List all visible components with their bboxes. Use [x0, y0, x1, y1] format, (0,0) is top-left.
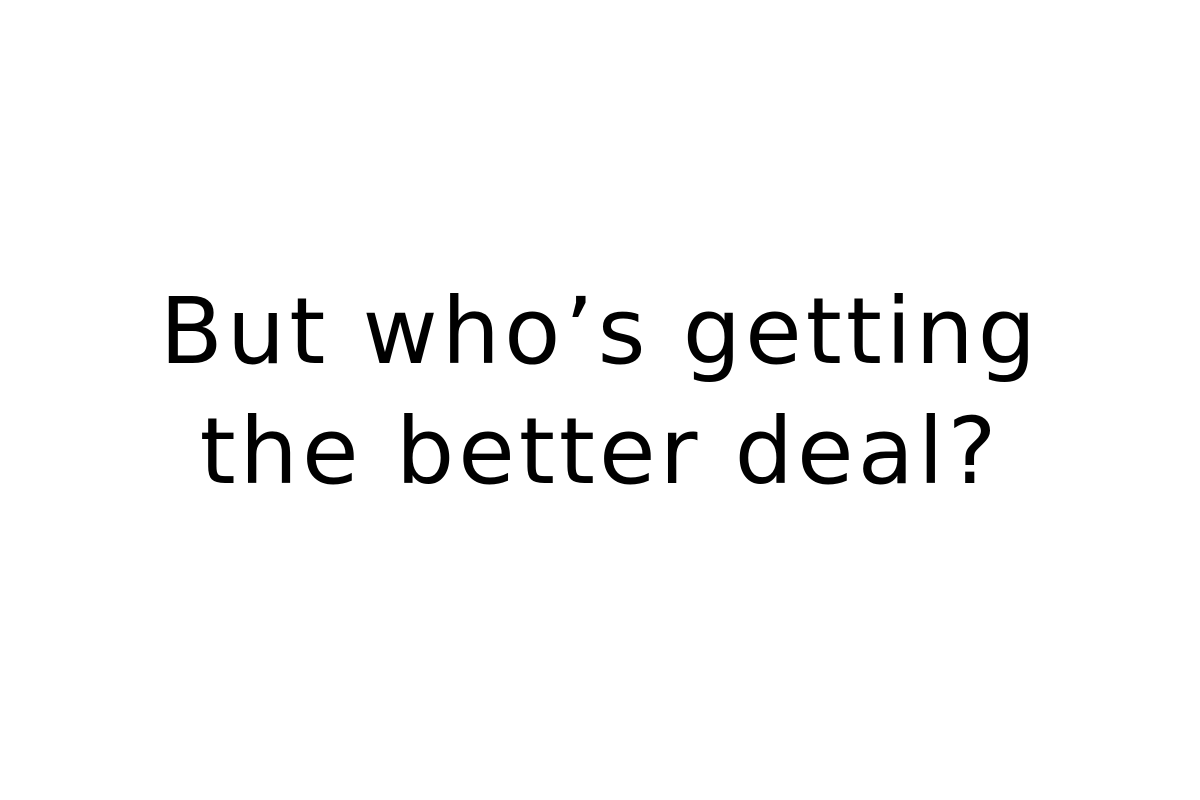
caption-line-1: But who’s getting: [159, 278, 1041, 385]
caption-text: [0, 272, 1200, 512]
caption-line-2: the better deal?: [199, 398, 1001, 505]
